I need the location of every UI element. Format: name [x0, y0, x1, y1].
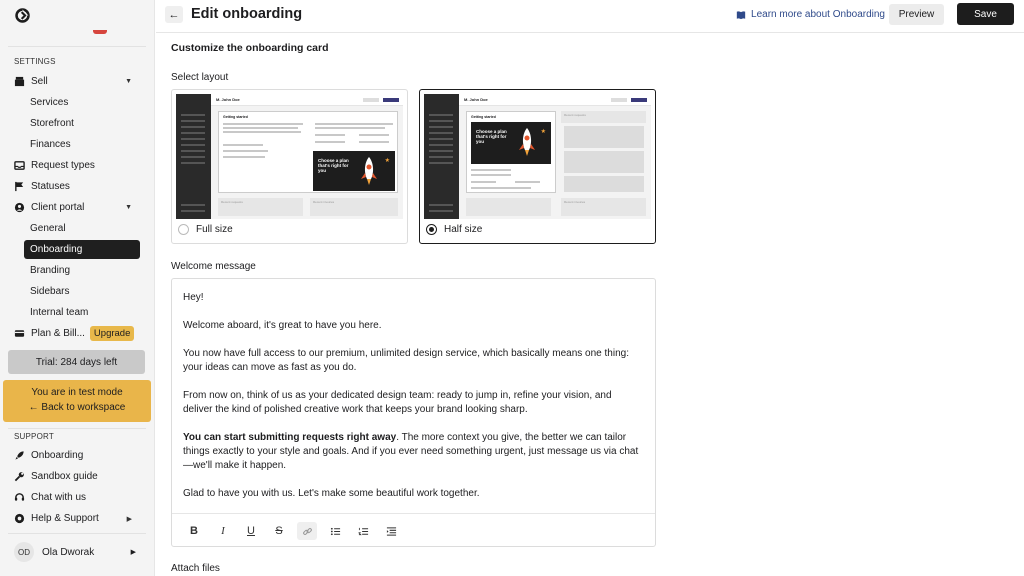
thumbnail-card-title: Getting started: [223, 115, 248, 119]
headset-icon: [14, 492, 25, 503]
chevron-right-icon: ▶: [130, 549, 136, 556]
chevron-right-icon: ▶: [126, 515, 132, 523]
numbered-list-icon: [358, 526, 369, 537]
thumbnail-panel: [561, 198, 646, 216]
sidebar-item-request-types[interactable]: [8, 156, 140, 175]
sidebar-item-finances[interactable]: Finances: [30, 139, 71, 150]
learn-more-label: Learn more about Onboarding: [751, 9, 885, 20]
sidebar-item-label: Help & Support: [31, 513, 99, 524]
message-text: . The more context you give, the better we can tailor things exactly to your style and goals. And if you ever need something urgent, just message us via chat—we'll make it happen.: [183, 432, 639, 471]
sidebar: [0, 0, 155, 576]
sidebar-item-general[interactable]: General: [30, 223, 66, 234]
align-icon: [386, 526, 397, 537]
attach-files-label: Attach files: [171, 563, 220, 574]
trial-banner: Trial: 284 days left: [8, 350, 145, 374]
layout-label: Half size: [444, 224, 483, 235]
thumbnail-user-name: M. John Doe: [464, 97, 488, 102]
sidebar-item-sell[interactable]: [8, 72, 140, 91]
sidebar-item-label: Plan & Bill...: [31, 328, 85, 339]
notification-badge: [93, 30, 107, 34]
user-menu[interactable]: [8, 541, 148, 563]
sidebar-item-help-support[interactable]: [8, 509, 140, 528]
rocket-illustration-icon: [357, 155, 381, 187]
thumbnail-panel: [218, 198, 303, 216]
message-paragraph: You now have full access to our premium, unlimited design service, which basically means one thing: your ideas can move as fast as you do.: [183, 348, 629, 373]
thumbnail-promo-text: Choose a plan that's right for you: [318, 158, 349, 173]
learn-more-link[interactable]: [736, 9, 885, 20]
sidebar-item-label: Request types: [31, 160, 95, 171]
underline-button[interactable]: U: [247, 525, 255, 537]
sidebar-item-sidebars[interactable]: Sidebars: [30, 286, 70, 297]
chevron-down-icon: ▼: [125, 78, 132, 85]
layout-radio-full[interactable]: [178, 224, 233, 235]
layout-thumbnail-full: [176, 94, 403, 219]
layout-option-half-size[interactable]: [419, 89, 656, 244]
save-button[interactable]: Save: [957, 3, 1014, 25]
welcome-message-label: Welcome message: [171, 261, 256, 272]
sidebar-item-services[interactable]: Services: [30, 97, 69, 108]
editor-content[interactable]: [183, 291, 643, 515]
test-mode-banner: [3, 380, 151, 422]
numbered-list-button[interactable]: [353, 522, 373, 540]
book-icon: [736, 10, 746, 20]
back-button[interactable]: [165, 6, 183, 23]
thumbnail-promo-text: Choose a plan that's right for you: [476, 129, 507, 144]
credit-card-icon: [14, 328, 25, 339]
bold-button[interactable]: B: [190, 525, 198, 537]
upgrade-badge[interactable]: Upgrade: [90, 326, 134, 341]
thumbnail-user-name: M. John Doe: [216, 97, 240, 102]
inbox-icon: [14, 160, 25, 171]
sidebar-item-client-portal[interactable]: [8, 198, 140, 217]
thumbnail-header: [459, 94, 651, 106]
thumbnail-promo: Choose a plan that's right for you ★: [313, 151, 395, 191]
bullet-list-button[interactable]: [325, 522, 345, 540]
thumbnail-panel: [466, 198, 551, 216]
message-bold-text: You can start submitting requests right away: [183, 432, 397, 443]
avatar: OD: [14, 542, 34, 562]
layout-thumbnail-half: [424, 94, 651, 219]
message-paragraph: From now on, think of us as your dedicated design team: ready to jump in, refine your vision, and deliver the kind of polished creative work that keeps your brand looking sharp.: [183, 390, 612, 415]
thumbnail-header: [211, 94, 403, 106]
sidebar-item-storefront[interactable]: Storefront: [30, 118, 74, 129]
sidebar-item-label: Chat with us: [31, 492, 87, 503]
message-paragraph: [183, 431, 643, 473]
thumbnail-onboarding-card: [218, 111, 398, 193]
settings-section-title: SETTINGS: [14, 57, 56, 66]
user-circle-icon: [14, 202, 25, 213]
sidebar-item-branding[interactable]: Branding: [30, 265, 71, 276]
thumbnail-panel-label: Recent requests: [221, 200, 243, 204]
lifebuoy-icon: [14, 513, 25, 524]
chevron-down-icon: ▼: [125, 204, 132, 211]
thumbnail-sidebar: [424, 94, 459, 219]
thumbnail-onboarding-card: [466, 111, 556, 193]
italic-button[interactable]: I: [221, 525, 225, 537]
layout-option-full-size[interactable]: [171, 89, 408, 244]
thumbnail-panel: [561, 111, 646, 123]
sidebar-item-statuses[interactable]: [8, 177, 140, 196]
thumbnail-sidebar: [176, 94, 211, 219]
page-header: [156, 0, 1024, 33]
thumbnail-promo: Choose a plan that's right for you ★: [471, 122, 551, 164]
wrench-icon: [14, 471, 25, 482]
divider: [8, 533, 146, 534]
back-to-workspace-link[interactable]: ← Back to workspace: [28, 402, 126, 413]
select-layout-label: Select layout: [171, 72, 229, 83]
message-paragraph: Welcome aboard, it's great to have you here.: [183, 320, 382, 331]
radio-button-selected[interactable]: [426, 224, 437, 235]
flag-icon: [14, 181, 25, 192]
sidebar-item-plan-billing[interactable]: [8, 324, 140, 343]
sidebar-item-support-onboarding[interactable]: [8, 446, 140, 465]
bullet-list-icon: [330, 526, 341, 537]
shop-icon: [14, 76, 25, 87]
strikethrough-button[interactable]: S: [275, 525, 283, 537]
thumbnail-card-title: Getting started: [471, 115, 496, 119]
page-title: Edit onboarding: [191, 6, 303, 22]
radio-button[interactable]: [178, 224, 189, 235]
thumbnail-panel-label: Recent requests: [564, 113, 586, 117]
editor-toolbar: [172, 513, 655, 547]
sidebar-item-label: Onboarding: [31, 450, 84, 461]
message-paragraph: Hey!: [183, 292, 204, 303]
sidebar-item-label: Sandbox guide: [31, 471, 98, 482]
layout-label: Full size: [196, 224, 233, 235]
support-section-title: SUPPORT: [14, 432, 54, 441]
sidebar-item-internal-team[interactable]: Internal team: [30, 307, 89, 318]
preview-button[interactable]: Preview: [889, 4, 944, 25]
sidebar-item-sandbox-guide[interactable]: [8, 467, 140, 486]
thumbnail-panel-label: Recent invoices: [564, 200, 586, 204]
rocket-icon: [14, 450, 25, 461]
test-mode-text: You are in test mode: [31, 387, 123, 398]
align-button[interactable]: [381, 522, 401, 540]
thumbnail-panel: [310, 198, 398, 216]
welcome-message-editor[interactable]: [171, 278, 656, 547]
sidebar-item-onboarding[interactable]: Onboarding: [24, 240, 140, 259]
link-button[interactable]: [297, 522, 317, 540]
rocket-illustration-icon: [515, 126, 539, 158]
section-title: Customize the onboarding card: [171, 42, 329, 54]
user-name: Ola Dworak: [42, 546, 95, 558]
message-paragraph: Glad to have you with us. Let's make some beautiful work together.: [183, 488, 480, 499]
sidebar-item-label: Sell: [31, 76, 48, 87]
sidebar-item-label: Statuses: [31, 181, 70, 192]
thumbnail-panel-label: Recent invoices: [313, 200, 335, 204]
sidebar-item-label: Client portal: [31, 202, 85, 213]
app-logo-icon[interactable]: [14, 7, 31, 24]
divider: [8, 46, 146, 47]
divider: [8, 428, 146, 429]
sidebar-item-chat[interactable]: [8, 488, 140, 507]
arrow-left-icon: ←: [168, 8, 180, 21]
link-icon: [302, 526, 313, 537]
layout-radio-half[interactable]: [426, 224, 482, 235]
